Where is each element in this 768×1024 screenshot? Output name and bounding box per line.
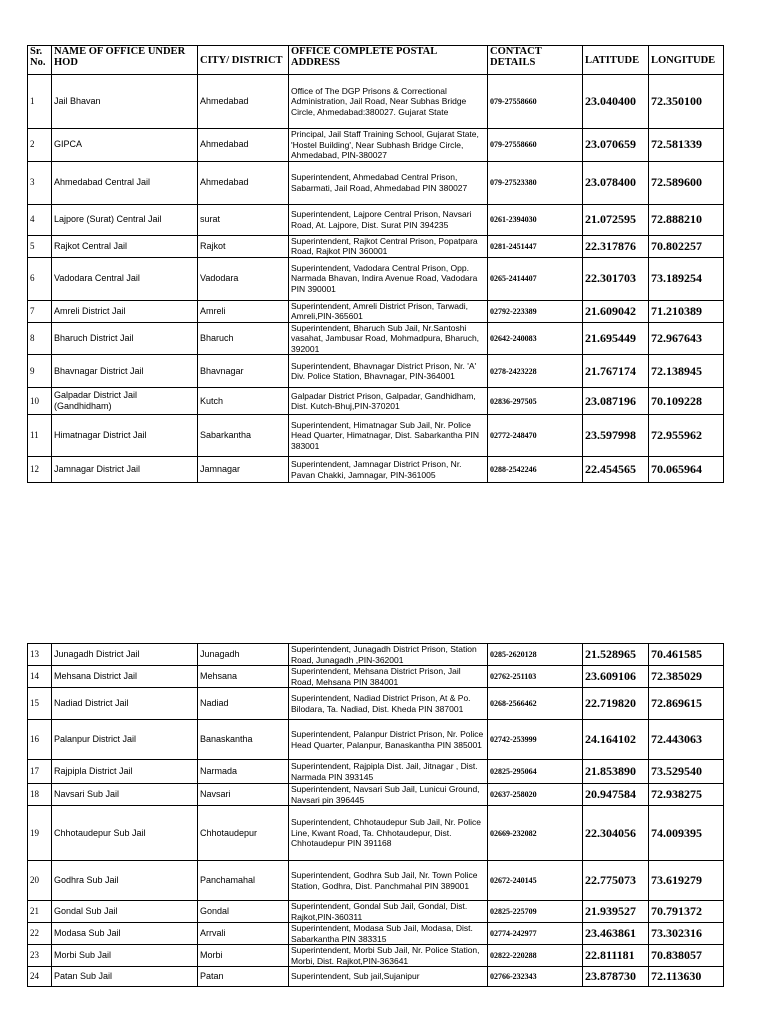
latitude-cell: 23.040400 [583,75,649,129]
table-row [28,806,724,861]
longitude-cell: 73.189254 [649,257,724,300]
table-row [28,720,724,760]
city-cell: Banaskantha [198,720,289,760]
address-cell: Superintendent, Palanpur District Prison, Nr. Police Head Quarter, Palanpur, Banaskantha PIN 385001 [289,720,488,760]
longitude-cell: 72.113630 [649,967,724,987]
sr-no-cell: 8 [28,322,52,355]
office-name-cell: Ahmedabad Central Jail [52,161,198,204]
city-cell: Narmada [198,760,289,784]
table-row [28,784,724,806]
contact-cell: 02774-242977 [488,923,583,945]
city-cell: Bharuch [198,322,289,355]
sr-no-cell: 4 [28,204,52,235]
address-cell: Superintendent, Modasa Sub Jail, Modasa, Dist. Sabarkantha PIN 383315 [289,923,488,945]
address-cell: Superintendent, Navsari Sub Jail, Lunicui Ground, Navsari pin 396445 [289,784,488,806]
latitude-cell: 22.775073 [583,861,649,901]
contact-cell: 079-27558660 [488,129,583,162]
latitude-cell: 24.164102 [583,720,649,760]
latitude-cell: 20.947584 [583,784,649,806]
longitude-cell: 72.938275 [649,784,724,806]
address-cell: Superintendent, Godhra Sub Jail, Nr. Town Police Station, Godhra, Dist. Panchmahal PIN 389001 [289,861,488,901]
latitude-cell: 21.939527 [583,901,649,923]
city-cell: Morbi [198,945,289,967]
longitude-cell: 72.888210 [649,204,724,235]
latitude-cell: 21.528965 [583,644,649,666]
office-name-cell: Himatnagar District Jail [52,415,198,457]
city-cell: Mehsana [198,666,289,688]
header-row [28,46,724,75]
table-row [28,75,724,129]
address-cell: Office of The DGP Prisons & Correctional Administration, Jail Road, Near Subhas Bridge Circle, Ahmedabad:380027. Gujarat State [289,75,488,129]
address-cell: Superintendent, Himatnagar Sub Jail, Nr. Police Head Quarter, Himatnagar, Dist. Sabarkantha PIN 383001 [289,415,488,457]
table-row [28,688,724,720]
contact-cell: 0268-2566462 [488,688,583,720]
sr-no-cell: 21 [28,901,52,923]
office-name-cell: Chhotaudepur Sub Jail [52,806,198,861]
office-name-cell: Palanpur District Jail [52,720,198,760]
address-cell: Galpadar District Prison, Galpadar, Gandhidham, Dist. Kutch-Bhuj,PIN-370201 [289,388,488,415]
contact-cell: 02822-220288 [488,945,583,967]
header-city: CITY/ DISTRICT [198,46,289,75]
sr-no-cell: 2 [28,129,52,162]
table-row [28,901,724,923]
sr-no-cell: 22 [28,923,52,945]
latitude-cell: 22.811181 [583,945,649,967]
contact-cell: 02642-240083 [488,322,583,355]
sr-no-cell: 16 [28,720,52,760]
contact-cell: 02742-253999 [488,720,583,760]
table-row [28,235,724,257]
header-longitude: LONGITUDE [649,46,724,75]
address-cell: Superintendent, Mehsana District Prison, Jail Road, Mehsana PIN 384001 [289,666,488,688]
table-row [28,388,724,415]
latitude-cell: 21.767174 [583,355,649,388]
sr-no-cell: 14 [28,666,52,688]
address-cell: Superintendent, Bhavnagar District Prison, Nr. 'A' Div. Police Station, Bhavnagar, PIN-364001 [289,355,488,388]
longitude-cell: 71.210389 [649,300,724,322]
address-cell: Superintendent, Rajpipla Dist. Jail, Jitnagar , Dist. Narmada PIN 393145 [289,760,488,784]
sr-no-cell: 13 [28,644,52,666]
address-cell: Superintendent, Rajkot Central Prison, Popatpara Road, Rajkot PIN 360001 [289,235,488,257]
office-name-cell: Morbi Sub Jail [52,945,198,967]
latitude-cell: 21.072595 [583,204,649,235]
address-cell: Superintendent, Jamnagar District Prison, Nr. Pavan Chakki, Jamnagar, PIN-361005 [289,457,488,483]
header-address: OFFICE COMPLETE POSTAL ADDRESS [289,46,488,75]
header-office-name: NAME OF OFFICE UNDER HOD [52,46,198,75]
latitude-cell: 21.609042 [583,300,649,322]
city-cell: Ahmedabad [198,75,289,129]
city-cell: Navsari [198,784,289,806]
city-cell: Sabarkantha [198,415,289,457]
longitude-cell: 72.138945 [649,355,724,388]
contact-cell: 0265-2414407 [488,257,583,300]
prison-table-part-2 [27,643,724,987]
sr-no-cell: 12 [28,457,52,483]
header-latitude: LATITUDE [583,46,649,75]
address-cell: Superintendent, Chhotaudepur Sub Jail, Nr. Police Line, Kwant Road, Ta. Chhotaudepur, Dist. Chhotaudepur PIN 391168 [289,806,488,861]
address-cell: Superintendent, Ahmedabad Central Prison, Sabarmati, Jail Road, Ahmedabad PIN 380027 [289,161,488,204]
address-cell: Superintendent, Junagadh District Prison, Station Road, Junagadh ,PIN-362001 [289,644,488,666]
longitude-cell: 70.802257 [649,235,724,257]
office-name-cell: Jail Bhavan [52,75,198,129]
longitude-cell: 70.838057 [649,945,724,967]
office-name-cell: Gondal Sub Jail [52,901,198,923]
table-row [28,861,724,901]
table-row [28,129,724,162]
contact-cell: 02762-251103 [488,666,583,688]
contact-cell: 02825-225709 [488,901,583,923]
table-row [28,355,724,388]
address-cell: Superintendent, Morbi Sub Jail, Nr. Police Station, Morbi, Dist. Rajkot,PIN-363641 [289,945,488,967]
table-row [28,161,724,204]
office-name-cell: Amreli District Jail [52,300,198,322]
sr-no-cell: 20 [28,861,52,901]
sr-no-cell: 17 [28,760,52,784]
sr-no-cell: 11 [28,415,52,457]
longitude-cell: 70.791372 [649,901,724,923]
city-cell: Chhotaudepur [198,806,289,861]
latitude-cell: 22.304056 [583,806,649,861]
contact-cell: 02836-297505 [488,388,583,415]
city-cell: Panchamahal [198,861,289,901]
city-cell: Arrvali [198,923,289,945]
longitude-cell: 70.065964 [649,457,724,483]
latitude-cell: 23.609106 [583,666,649,688]
latitude-cell: 23.878730 [583,967,649,987]
contact-cell: 02772-248470 [488,415,583,457]
latitude-cell: 23.597998 [583,415,649,457]
sr-no-cell: 15 [28,688,52,720]
address-cell: Superintendent, Sub jail,Sujanipur [289,967,488,987]
contact-cell: 02669-232082 [488,806,583,861]
prison-table-part-1 [27,45,724,483]
contact-cell: 079-27523380 [488,161,583,204]
latitude-cell: 23.463861 [583,923,649,945]
contact-cell: 02825-295064 [488,760,583,784]
latitude-cell: 22.454565 [583,457,649,483]
contact-cell: 0278-2423228 [488,355,583,388]
address-cell: Superintendent, Nadiad District Prison, At & Po. Bilodara, Ta. Nadiad, Dist. Kheda PIN 387001 [289,688,488,720]
longitude-cell: 72.443063 [649,720,724,760]
longitude-cell: 72.581339 [649,129,724,162]
contact-cell: 079-27558660 [488,75,583,129]
latitude-cell: 22.301703 [583,257,649,300]
table-row [28,300,724,322]
address-cell: Superintendent, Lajpore Central Prison, Navsari Road, At. Lajpore, Dist. Surat PIN 394235 [289,204,488,235]
contact-cell: 02792-223389 [488,300,583,322]
contact-cell: 02637-258020 [488,784,583,806]
longitude-cell: 73.619279 [649,861,724,901]
longitude-cell: 72.955962 [649,415,724,457]
office-name-cell: Rajpipla District Jail [52,760,198,784]
sr-no-cell: 5 [28,235,52,257]
longitude-cell: 72.967643 [649,322,724,355]
contact-cell: 0285-2620128 [488,644,583,666]
office-name-cell: GIPCA [52,129,198,162]
table-row [28,967,724,987]
office-name-cell: Bharuch District Jail [52,322,198,355]
header-sr-no: Sr. No. [28,46,52,75]
latitude-cell: 23.070659 [583,129,649,162]
sr-no-cell: 19 [28,806,52,861]
sr-no-cell: 1 [28,75,52,129]
table-row [28,457,724,483]
sr-no-cell: 3 [28,161,52,204]
address-cell: Principal, Jail Staff Training School, Gujarat State, 'Hostel Building', Near Subhash Bridge Circle, Ahmedabad, PIN-380027 [289,129,488,162]
city-cell: Patan [198,967,289,987]
longitude-cell: 73.302316 [649,923,724,945]
table-row [28,760,724,784]
latitude-cell: 21.853890 [583,760,649,784]
city-cell: Gondal [198,901,289,923]
office-name-cell: Galpadar District Jail (Gandhidham) [52,388,198,415]
contact-cell: 02766-232343 [488,967,583,987]
sr-no-cell: 6 [28,257,52,300]
contact-cell: 0288-2542246 [488,457,583,483]
office-name-cell: Junagadh District Jail [52,644,198,666]
table-row [28,644,724,666]
city-cell: Amreli [198,300,289,322]
contact-cell: 0261-2394030 [488,204,583,235]
latitude-cell: 22.317876 [583,235,649,257]
address-cell: Superintendent, Amreli District Prison, Tarwadi, Amreli,PIN-365601 [289,300,488,322]
table-row [28,945,724,967]
office-name-cell: Vadodara Central Jail [52,257,198,300]
city-cell: Ahmedabad [198,161,289,204]
office-name-cell: Bhavnagar District Jail [52,355,198,388]
longitude-cell: 70.461585 [649,644,724,666]
city-cell: Jamnagar [198,457,289,483]
latitude-cell: 22.719820 [583,688,649,720]
address-cell: Superintendent, Bharuch Sub Jail, Nr.Santoshi vasahat, Jambusar Road, Mohmadpura, Bharuch, 392001 [289,322,488,355]
city-cell: Junagadh [198,644,289,666]
latitude-cell: 21.695449 [583,322,649,355]
table-row [28,666,724,688]
longitude-cell: 73.529540 [649,760,724,784]
office-name-cell: Godhra Sub Jail [52,861,198,901]
table-row [28,204,724,235]
sr-no-cell: 9 [28,355,52,388]
sr-no-cell: 7 [28,300,52,322]
sr-no-cell: 18 [28,784,52,806]
table-row [28,322,724,355]
latitude-cell: 23.078400 [583,161,649,204]
city-cell: Rajkot [198,235,289,257]
longitude-cell: 74.009395 [649,806,724,861]
sr-no-cell: 23 [28,945,52,967]
table-row [28,923,724,945]
longitude-cell: 72.350100 [649,75,724,129]
sr-no-cell: 10 [28,388,52,415]
office-name-cell: Mehsana District Jail [52,666,198,688]
city-cell: Ahmedabad [198,129,289,162]
office-name-cell: Jamnagar District Jail [52,457,198,483]
header-contact: CONTACT DETAILS [488,46,583,75]
office-name-cell: Modasa Sub Jail [52,923,198,945]
office-name-cell: Rajkot Central Jail [52,235,198,257]
city-cell: Vadodara [198,257,289,300]
address-cell: Superintendent, Vadodara Central Prison, Opp. Narmada Bhavan, Indira Avenue Road, Vadodara PIN 390001 [289,257,488,300]
city-cell: surat [198,204,289,235]
contact-cell: 02672-240145 [488,861,583,901]
address-cell: Superintendent, Gondal Sub Jail, Gondal, Dist. Rajkot,PIN-360311 [289,901,488,923]
longitude-cell: 70.109228 [649,388,724,415]
office-name-cell: Nadiad District Jail [52,688,198,720]
city-cell: Nadiad [198,688,289,720]
longitude-cell: 72.385029 [649,666,724,688]
sr-no-cell: 24 [28,967,52,987]
longitude-cell: 72.589600 [649,161,724,204]
office-name-cell: Patan Sub Jail [52,967,198,987]
city-cell: Kutch [198,388,289,415]
latitude-cell: 23.087196 [583,388,649,415]
contact-cell: 0281-2451447 [488,235,583,257]
office-name-cell: Navsari Sub Jail [52,784,198,806]
office-name-cell: Lajpore (Surat) Central Jail [52,204,198,235]
longitude-cell: 72.869615 [649,688,724,720]
table-row [28,415,724,457]
city-cell: Bhavnagar [198,355,289,388]
table-row [28,257,724,300]
